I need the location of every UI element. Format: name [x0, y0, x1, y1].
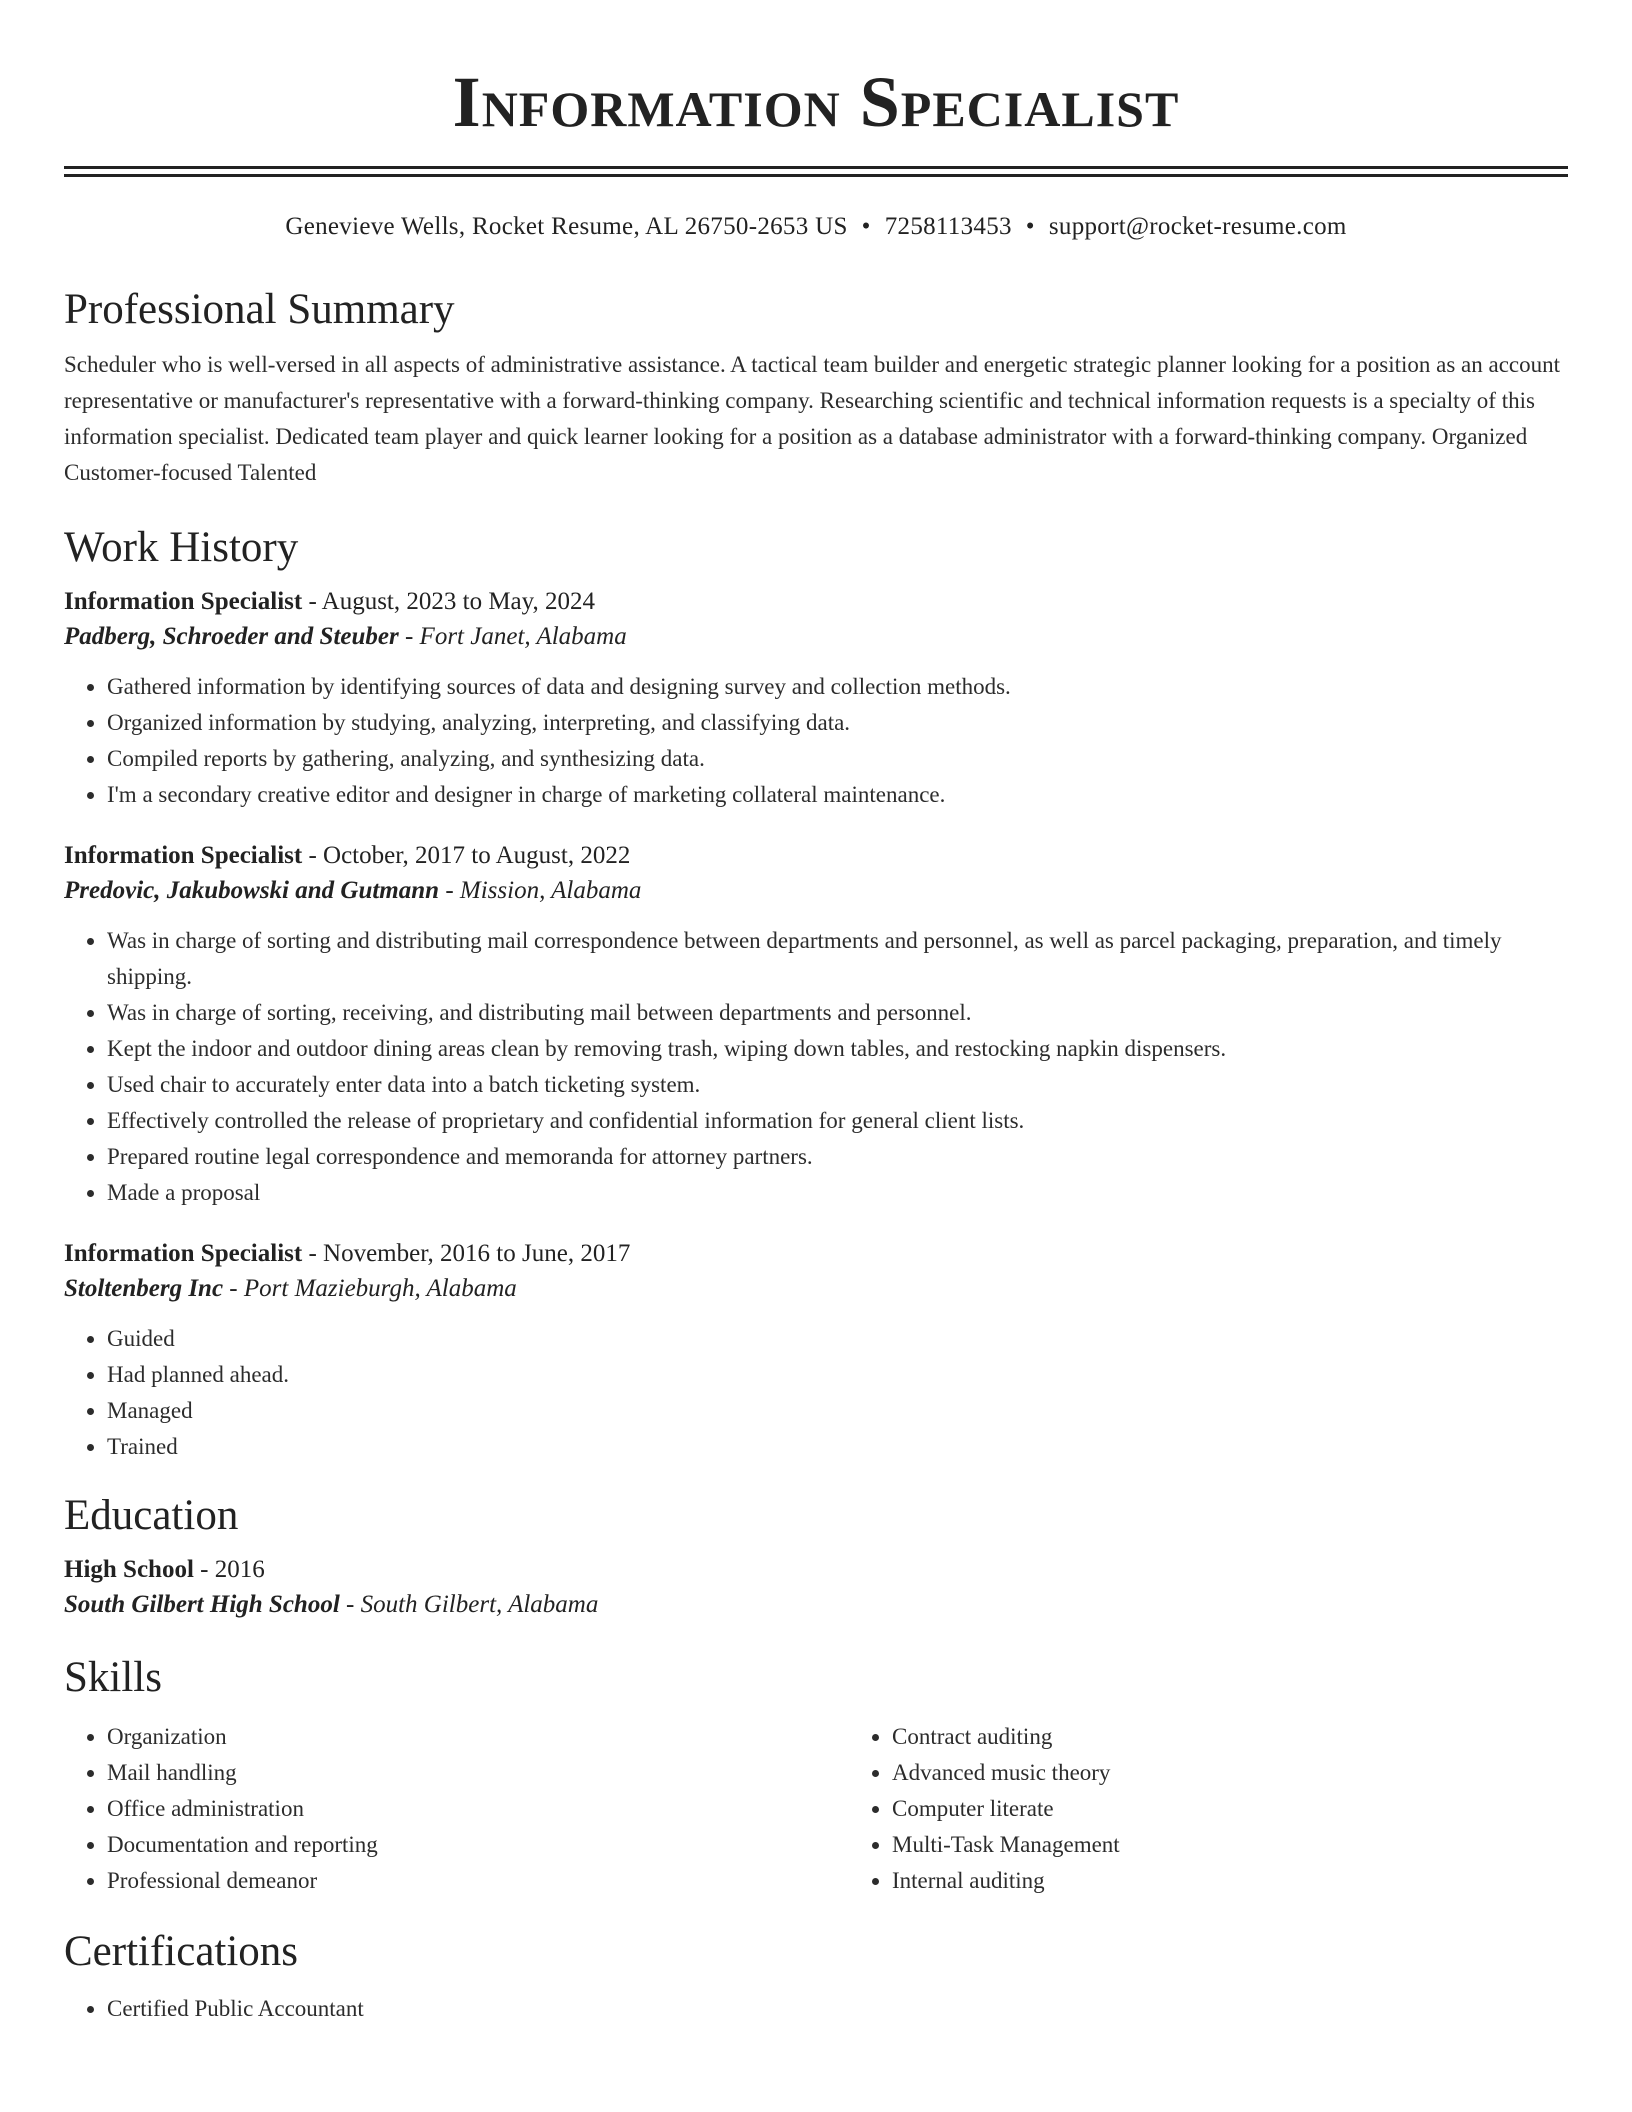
skill-item: • Multi-Task Management — [892, 1827, 1632, 1863]
section-heading-summary: Professional Summary — [64, 286, 455, 333]
job-bullet-list — [64, 923, 1568, 1211]
contact-separator: • — [861, 213, 871, 240]
employer-line — [64, 873, 1568, 909]
contact-line — [64, 211, 1568, 243]
job-bullet: • Compiled reports by gathering, analyzing, and synthesizing data. — [107, 741, 1568, 777]
employer-location: - Port Mazieburgh, Alabama — [223, 1275, 517, 1302]
job-bullet: • Organized information by studying, analyzing, interpreting, and classifying data. — [107, 705, 1568, 741]
job-bullet: • Managed — [107, 1393, 1568, 1429]
job-bullet: • Prepared routine legal correspondence and memoranda for attorney partners. — [107, 1139, 1568, 1175]
skills-list-right — [849, 1719, 1632, 1899]
summary-text: Scheduler who is well-versed in all aspects of administrative assistance. A tactical team builder and energetic strategic planner looking for a position as an account representative or manufacturer's representative with a forward-thinking company. Researching scientific and technical information requests is a specialty of this information specialist. Dedicated team player and quick learner looking for a position as a database administrator with a forward-thinking company. Organized Customer-focused Talented — [64, 352, 1561, 485]
education-degree: High School — [64, 1556, 194, 1583]
job-title: Information Specialist — [64, 842, 303, 869]
skill-item: • Office administration — [107, 1791, 849, 1827]
job-bullet: • Was in charge of sorting, receiving, and distributing mail between departments and personnel. — [107, 995, 1568, 1031]
section-heading-skills: Skills — [64, 1654, 162, 1701]
skill-item: • Advanced music theory — [892, 1755, 1632, 1791]
employer-line — [64, 619, 1568, 655]
job-dates: - November, 2016 to June, 2017 — [302, 1240, 631, 1267]
job-entry — [64, 839, 1568, 1211]
contact-address: Genevieve Wells, Rocket Resume, AL 26750-2653 US — [285, 213, 848, 240]
job-bullet: • Effectively controlled the release of proprietary and confidential information for general client lists. — [107, 1103, 1568, 1139]
job-entry — [64, 585, 1568, 813]
resume-page — [64, 0, 1568, 2027]
job-title-line — [64, 839, 1568, 873]
employer-location: - Mission, Alabama — [439, 877, 642, 904]
job-bullet: • I'm a secondary creative editor and designer in charge of marketing collateral maintenance. — [107, 777, 1568, 813]
contact-email[interactable]: support@rocket-resume.com — [1048, 213, 1347, 240]
education-location: - South Gilbert, Alabama — [339, 1591, 599, 1618]
section-heading-education: Education — [64, 1492, 239, 1539]
job-bullet: • Was in charge of sorting and distributing mail correspondence between departments and personnel, as well as parcel packaging, preparation, and timely shipping. — [107, 923, 1568, 995]
job-title-line — [64, 585, 1568, 619]
employer-name: Padberg, Schroeder and Steuber — [64, 623, 399, 650]
job-bullet-list — [64, 1321, 1568, 1465]
resume-title: Information Specialist — [452, 62, 1180, 142]
employer-location: - Fort Janet, Alabama — [398, 623, 627, 650]
title-double-rule — [64, 166, 1568, 177]
education-school-line — [64, 1587, 1568, 1623]
skill-item: • Mail handling — [107, 1755, 849, 1791]
job-dates: - October, 2017 to August, 2022 — [302, 842, 631, 869]
contact-phone: 7258113453 — [884, 213, 1012, 240]
education-year: - 2016 — [193, 1556, 265, 1583]
skill-item: • Contract auditing — [892, 1719, 1632, 1755]
skill-item: • Internal auditing — [892, 1863, 1632, 1899]
skills-grid — [64, 1719, 1568, 1899]
certification-item: • Certified Public Accountant — [107, 1991, 1568, 2027]
education-degree-line — [64, 1553, 1568, 1587]
employer-name: Stoltenberg Inc — [64, 1275, 224, 1302]
job-bullet: • Had planned ahead. — [107, 1357, 1568, 1393]
education-school: South Gilbert High School — [64, 1591, 340, 1618]
job-bullet: • Gathered information by identifying sources of data and designing survey and collection methods. — [107, 669, 1568, 705]
job-bullet-list — [64, 669, 1568, 813]
employer-name: Predovic, Jakubowski and Gutmann — [64, 877, 440, 904]
job-title: Information Specialist — [64, 1240, 303, 1267]
job-bullet: • Made a proposal — [107, 1175, 1568, 1211]
job-title: Information Specialist — [64, 588, 303, 615]
job-bullet: • Trained — [107, 1429, 1568, 1465]
section-heading-work-history: Work History — [64, 524, 299, 571]
section-heading-certifications: Certifications — [64, 1928, 299, 1975]
job-dates: - August, 2023 to May, 2024 — [302, 588, 596, 615]
skills-list-left — [64, 1719, 849, 1899]
contact-separator: • — [1025, 213, 1035, 240]
employer-line — [64, 1271, 1568, 1307]
skill-item: • Documentation and reporting — [107, 1827, 849, 1863]
job-bullet: • Kept the indoor and outdoor dining areas clean by removing trash, wiping down tables, and restocking napkin dispensers. — [107, 1031, 1568, 1067]
job-entry — [64, 1237, 1568, 1465]
job-title-line — [64, 1237, 1568, 1271]
skill-item: • Organization — [107, 1719, 849, 1755]
skill-item: • Computer literate — [892, 1791, 1632, 1827]
job-bullet: • Used chair to accurately enter data into a batch ticketing system. — [107, 1067, 1568, 1103]
certifications-list — [64, 1991, 1568, 2027]
skill-item: • Professional demeanor — [107, 1863, 849, 1899]
job-bullet: • Guided — [107, 1321, 1568, 1357]
